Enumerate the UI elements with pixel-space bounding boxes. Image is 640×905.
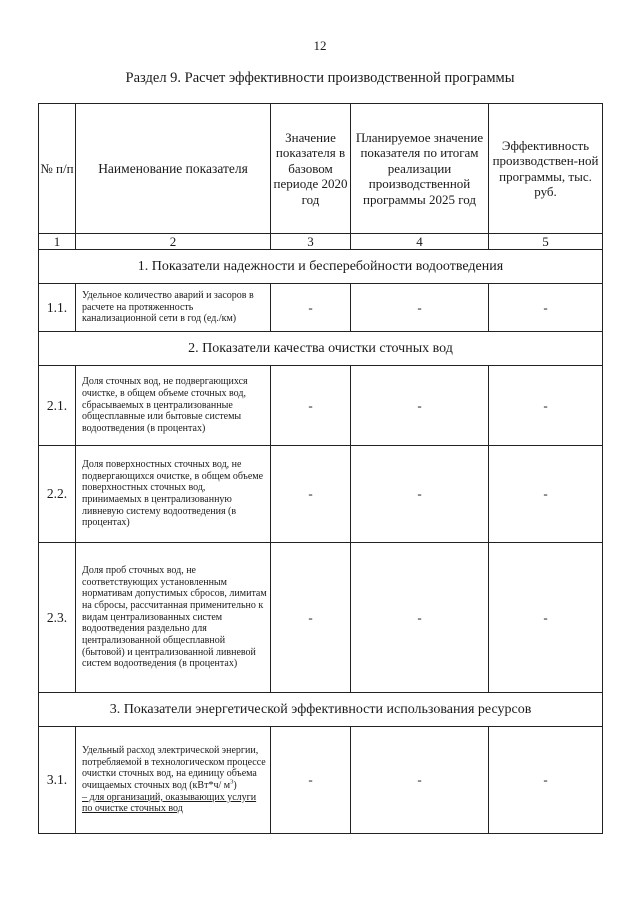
indicator-name: Доля сточных вод, не подвергающихся очистке, в общем объеме сточных вод, сбрасываемых в централизованные общесплавные или бытовые системы водоотведения (в процентах) [76,366,271,446]
column-number: 1 [39,234,76,250]
indicator-name-text: Удельный расход электрической энергии, потребляемой в технологическом процессе очистки сточных вод, на единицу объема очищаемых сточных вод (кВт*ч/ м [82,744,266,791]
header-efficiency: Эффективность производствен-ной программы, тыс. руб. [489,104,603,234]
group-header-row [39,693,603,727]
row-number: 1.1. [39,284,76,332]
efficiency-value: - [489,446,603,543]
group-title: 2. Показатели качества очистки сточных вод [39,332,603,366]
efficiency-table [38,103,603,834]
base-value: - [271,727,351,834]
table-row [39,366,603,446]
row-number: 3.1. [39,727,76,834]
row-number: 2.2. [39,446,76,543]
column-number: 2 [76,234,271,250]
indicator-name-note: – для организаций, оказывающих услуги по очистке сточных вод [82,791,257,815]
base-value: - [271,366,351,446]
group-title: 3. Показатели энергетической эффективности использования ресурсов [39,693,603,727]
planned-value: - [351,727,489,834]
efficiency-value: - [489,366,603,446]
indicator-name: Удельное количество аварий и засоров в расчете на протяженность канализационной сети в год (ед./км) [76,284,271,332]
group-header-row [39,332,603,366]
column-number: 5 [489,234,603,250]
table-row [39,446,603,543]
table-row [39,727,603,834]
header-planned-value: Планируемое значение показателя по итогам реализации производственной программы 2025 год [351,104,489,234]
table-row [39,284,603,332]
header-indicator-name: Наименование показателя [76,104,271,234]
section-title: Раздел 9. Расчет эффективности производственной программы [125,70,515,86]
efficiency-value: - [489,543,603,693]
column-numbers-row [39,234,603,250]
table-header-row [39,104,603,234]
base-value: - [271,284,351,332]
header-base-value: Значение показателя в базовом периоде 2020 год [271,104,351,234]
indicator-name-close: ) [233,780,237,791]
header-number: № п/п [39,104,76,234]
efficiency-value: - [489,284,603,332]
table-row [39,543,603,693]
column-number: 4 [351,234,489,250]
base-value: - [271,446,351,543]
planned-value: - [351,284,489,332]
efficiency-value: - [489,727,603,834]
indicator-name: Доля проб сточных вод, не соответствующих установленным нормативам допустимых сбросов, лимитам на сбросы, рассчитанная применительно к видам централизованных систем водоотведения раздельно для централизованной общесплавной (бытовой) и централизованной ливневой систем водоотведения (в процентах) [76,543,271,693]
page-number: 12 [313,38,327,53]
group-header-row [39,250,603,284]
indicator-name-superscript: 3 [230,778,234,786]
column-number: 3 [271,234,351,250]
indicator-name [76,727,271,834]
planned-value: - [351,366,489,446]
planned-value: - [351,446,489,543]
indicator-name: Доля поверхностных сточных вод, не подвергающихся очистке, в общем объеме поверхностных сточных вод, принимаемых в централизованную ливневую систему водоотведения (в процентах) [76,446,271,543]
planned-value: - [351,543,489,693]
group-title: 1. Показатели надежности и бесперебойности водоотведения [39,250,603,284]
row-number: 2.3. [39,543,76,693]
base-value: - [271,543,351,693]
row-number: 2.1. [39,366,76,446]
